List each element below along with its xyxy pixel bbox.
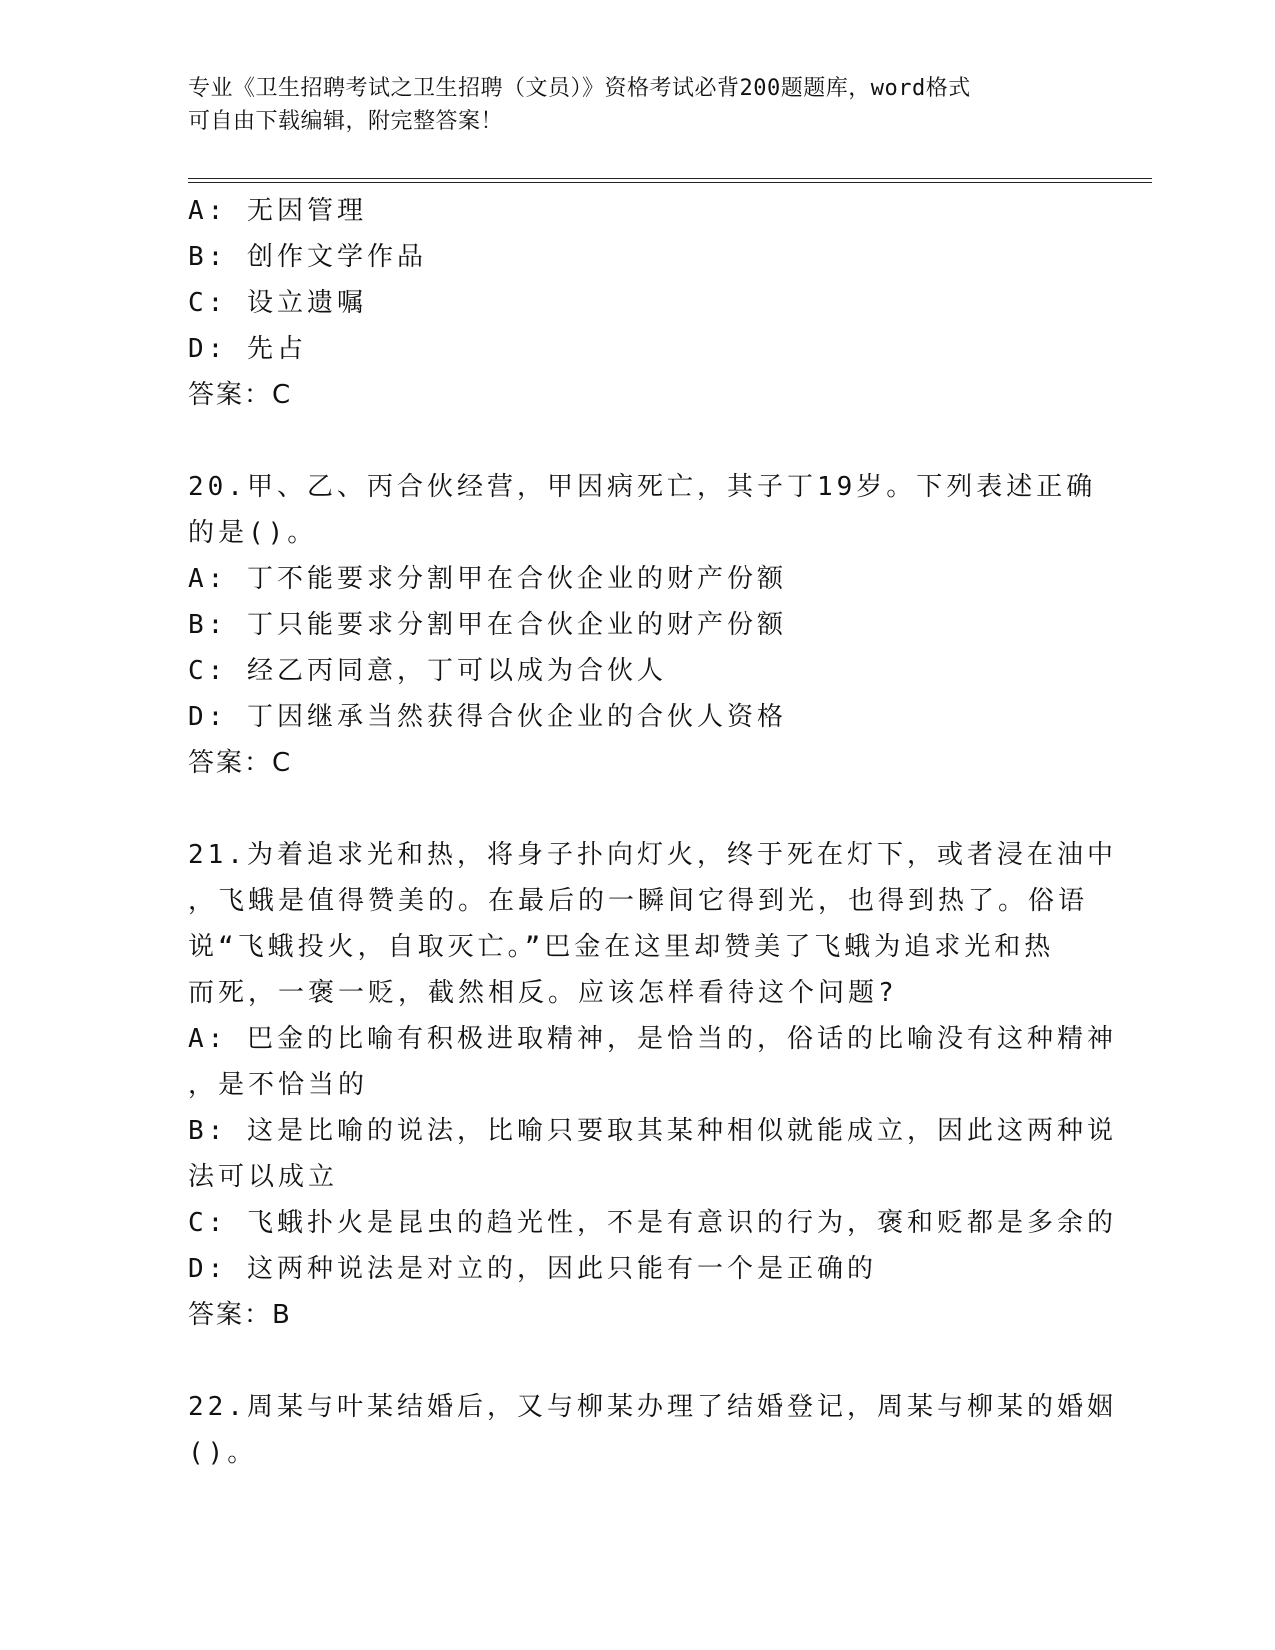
option-line: B: 这是比喻的说法，比喻只要取其某种相似就能成立，因此这两种说: [188, 1116, 1117, 1146]
answer-line: 答案：C: [188, 748, 293, 778]
question-stem-line: 22.周某与叶某结婚后，又与柳某办理了结婚登记，周某与柳某的婚姻: [188, 1392, 1117, 1422]
answer-line: 答案：B: [188, 1300, 292, 1330]
option-line: A: 无因管理: [188, 196, 367, 226]
question-stem-line: 的是()。: [188, 518, 318, 548]
page-header: [188, 72, 1068, 138]
question-20: [188, 464, 1097, 786]
spacer: [188, 418, 1078, 464]
option-line: D: 丁因继承当然获得合伙企业的合伙人资格: [188, 702, 787, 732]
option-line: C: 设立遗嘱: [188, 288, 367, 318]
question-22: [188, 1384, 1117, 1476]
question-stem-line: 20.甲、乙、丙合伙经营，甲因病死亡，其子丁19岁。下列表述正确: [188, 472, 1097, 502]
question-stem-line: 21.为着追求光和热，将身子扑向灯火，终于死在灯下，或者浸在油中: [188, 840, 1117, 870]
option-line: D: 这两种说法是对立的，因此只能有一个是正确的: [188, 1254, 877, 1284]
option-line: C: 经乙丙同意，丁可以成为合伙人: [188, 656, 667, 686]
option-line: 法可以成立: [188, 1162, 339, 1192]
option-line: D: 先占: [188, 334, 307, 364]
question-stem-line: 而死，一褒一贬，截然相反。应该怎样看待这个问题?: [188, 978, 898, 1008]
option-line: B: 创作文学作品: [188, 242, 427, 272]
option-line: A: 丁不能要求分割甲在合伙企业的财产份额: [188, 564, 787, 594]
spacer: [188, 1338, 1078, 1384]
option-line: B: 丁只能要求分割甲在合伙企业的财产份额: [188, 610, 787, 640]
question-stem-line: ()。: [188, 1438, 258, 1468]
header-divider: [188, 178, 1152, 179]
question-19: [188, 188, 1078, 418]
option-line: C: 飞蛾扑火是昆虫的趋光性，不是有意识的行为，褒和贬都是多余的: [188, 1208, 1117, 1238]
question-stem-line: ，飞蛾是值得赞美的。在最后的一瞬间它得到光，也得到热了。俗语: [188, 886, 1089, 916]
question-stem-line: 说“飞蛾投火，自取灭亡。”巴金在这里却赞美了飞蛾为追求光和热: [188, 932, 1055, 962]
header-line: 专业《卫生招聘考试之卫生招聘（文员）》资格考试必背200题题库，word格式: [188, 76, 971, 101]
question-21: [188, 832, 1117, 1338]
header-divider: [188, 182, 1152, 183]
header-line: 可自由下载编辑，附完整答案！: [188, 109, 504, 134]
question-content: [188, 188, 1117, 1476]
answer-line: 答案：C: [188, 380, 293, 410]
option-line: A: 巴金的比喻有积极进取精神，是恰当的，俗话的比喻没有这种精神: [188, 1024, 1117, 1054]
option-line: ，是不恰当的: [188, 1070, 369, 1100]
spacer: [188, 786, 1078, 832]
